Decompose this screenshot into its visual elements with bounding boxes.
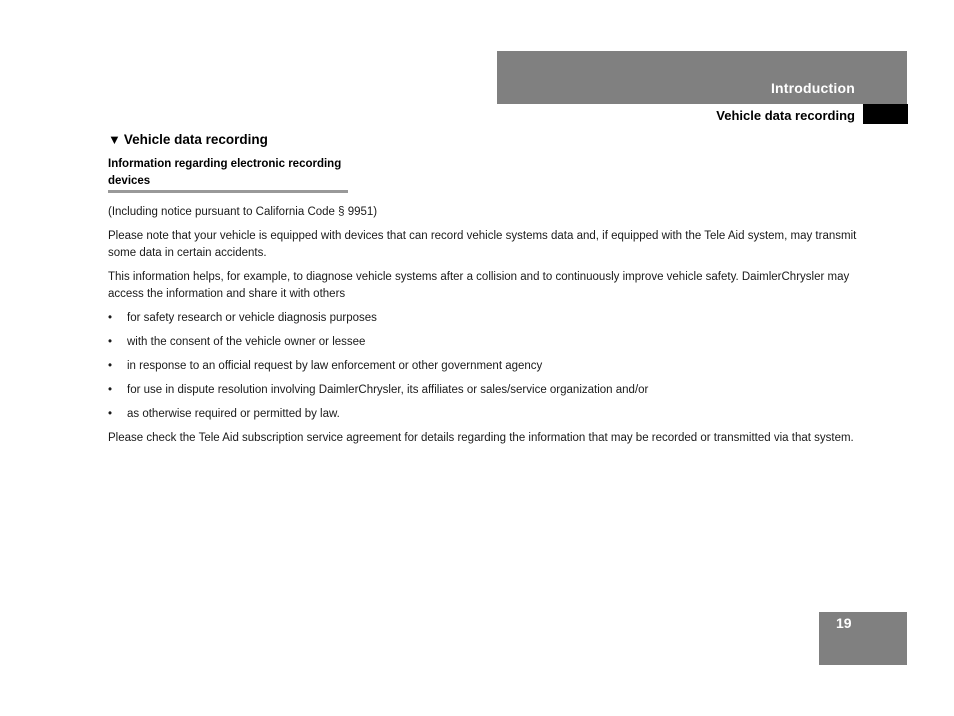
sub-heading-rule	[108, 190, 348, 193]
list-item	[108, 358, 858, 375]
page-number: 19	[836, 615, 852, 631]
sub-heading: Information regarding electronic recording devices	[108, 158, 342, 187]
list-item-text: with the consent of the vehicle owner or lessee	[127, 336, 366, 348]
paragraph: This information helps, for example, to diagnose vehicle systems after a collision and to continuously improve vehicle safety. DaimlerChrysler may access the information and share it with others	[108, 271, 850, 300]
page-number-box	[819, 612, 907, 665]
list-item	[108, 382, 858, 399]
body-content	[108, 204, 858, 454]
bullet-icon: •	[108, 384, 113, 396]
notice-text: (Including notice pursuant to California Code § 9951)	[108, 206, 378, 218]
chapter-tab-marker	[863, 104, 908, 124]
paragraph: Please check the Tele Aid subscription service agreement for details regarding the information that may be recorded or transmitted via that system.	[108, 432, 854, 444]
section-heading	[108, 132, 268, 147]
bullet-icon: •	[108, 408, 113, 420]
paragraph: Please note that your vehicle is equipped with devices that can record vehicle systems data and, if equipped with the Tele Aid system, may transmit some data in certain accidents.	[108, 230, 857, 259]
list-item	[108, 406, 858, 423]
list-item	[108, 334, 858, 351]
list-item-text: as otherwise required or permitted by law.	[127, 408, 340, 420]
bullet-icon: •	[108, 360, 113, 372]
header-bar	[497, 51, 907, 104]
triangle-down-icon: ▼	[108, 132, 121, 147]
chapter-title: Introduction	[770, 80, 855, 96]
bullet-list	[108, 310, 858, 423]
section-heading-text: Vehicle data recording	[123, 132, 268, 147]
section-title: Vehicle data recording	[716, 108, 855, 123]
list-item-text: for safety research or vehicle diagnosis purposes	[127, 312, 377, 324]
bullet-icon: •	[108, 336, 113, 348]
list-item	[108, 310, 858, 327]
bullet-icon: •	[108, 312, 113, 324]
list-item-text: for use in dispute resolution involving DaimlerChrysler, its affiliates or sales/service organization and/or	[127, 384, 649, 396]
list-item-text: in response to an official request by law enforcement or other government agency	[127, 360, 543, 372]
